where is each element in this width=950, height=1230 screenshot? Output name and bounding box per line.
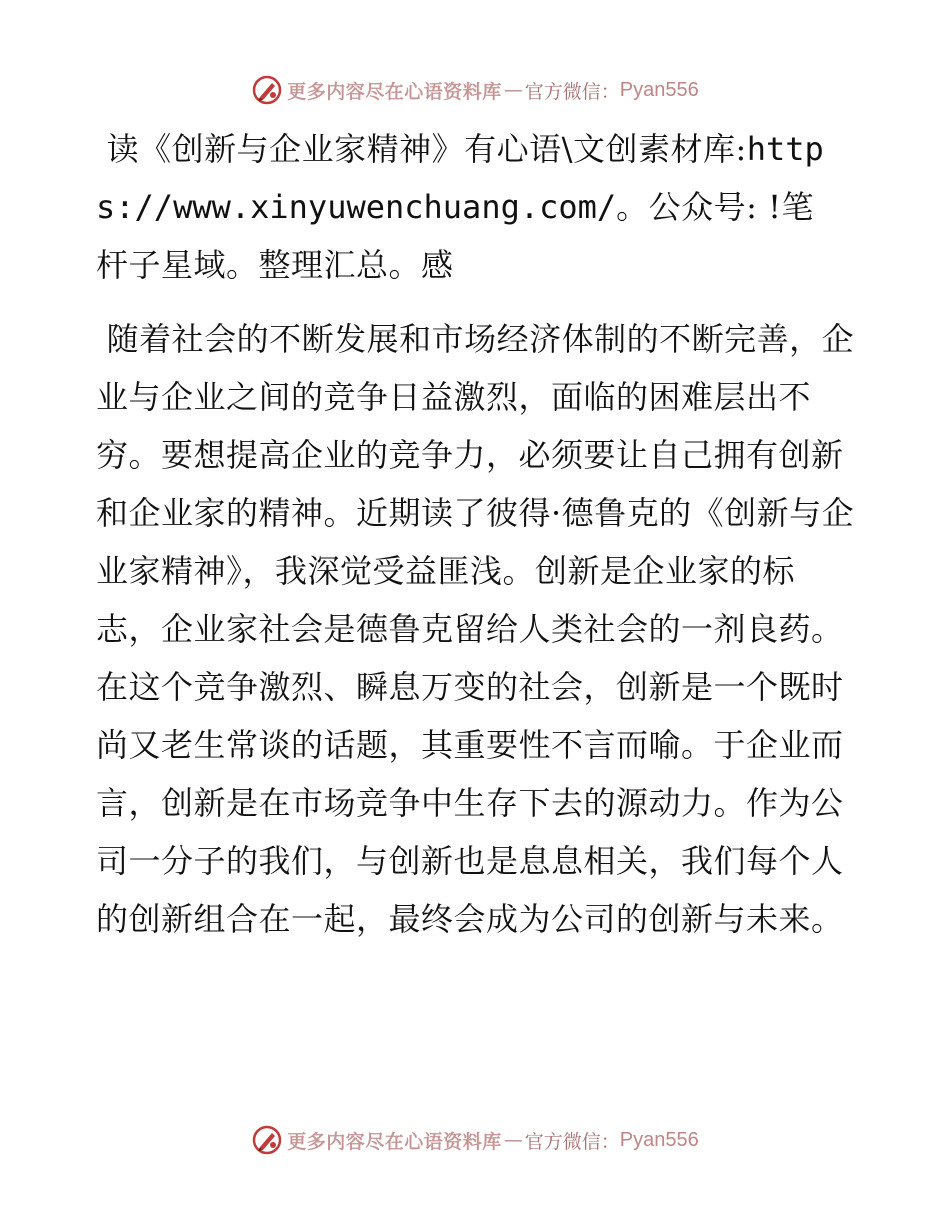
intro-block	[96, 120, 836, 294]
watermark-dash: —	[503, 1129, 523, 1151]
body-paragraph	[96, 310, 856, 948]
watermark-label: 官方微信：	[524, 80, 620, 103]
watermark-text: 更多内容尽在心语资料库	[287, 1130, 502, 1153]
watermark-dash: —	[503, 79, 523, 101]
intro-text-before: 读《创新与企业家精神》有心语\文创素材库:	[106, 130, 747, 168]
watermark-wechat-id: Pyan556	[619, 78, 699, 101]
intro-paragraph	[96, 120, 836, 294]
body-block	[96, 310, 856, 948]
body-text: 随着社会的不断发展和市场经济体制的不断完善，企业与企业之间的竞争日益激烈，面临的困难层出不穷。要想提高企业的竞争力，必须要让自己拥有创新和企业家的精神。近期读了彼得·德鲁克的《创新与企业家精神》，我深觉受益匪浅。创新是企业家的标志，企业家社会是德鲁克留给人类社会的一剂良药。在这个竞争激烈、瞬息万变的社会，创新是一个既时尚又老生常谈的话题，其重要性不言而喻。于企业而言，创新是在市场竞争中生存下去的源动力。作为公司一分子的我们，与创新也是息息相关，我们每个人的创新组合在一起，最终会成为公司的创新与未来。	[96, 320, 855, 938]
footer-watermark	[0, 1120, 950, 1160]
watermark-label: 官方微信：	[524, 1130, 620, 1153]
watermark-text: 更多内容尽在心语资料库	[287, 80, 502, 103]
pen-logo-icon	[251, 1124, 283, 1156]
pen-logo-icon	[251, 74, 283, 106]
intro-url: https://www.xinyuwenchuang.com/	[96, 130, 824, 226]
intro-text-after: 。公众号: !笔杆子星域。整理汇总。感	[96, 188, 814, 284]
header-watermark	[0, 70, 950, 110]
watermark-wechat-id: Pyan556	[619, 1128, 699, 1151]
